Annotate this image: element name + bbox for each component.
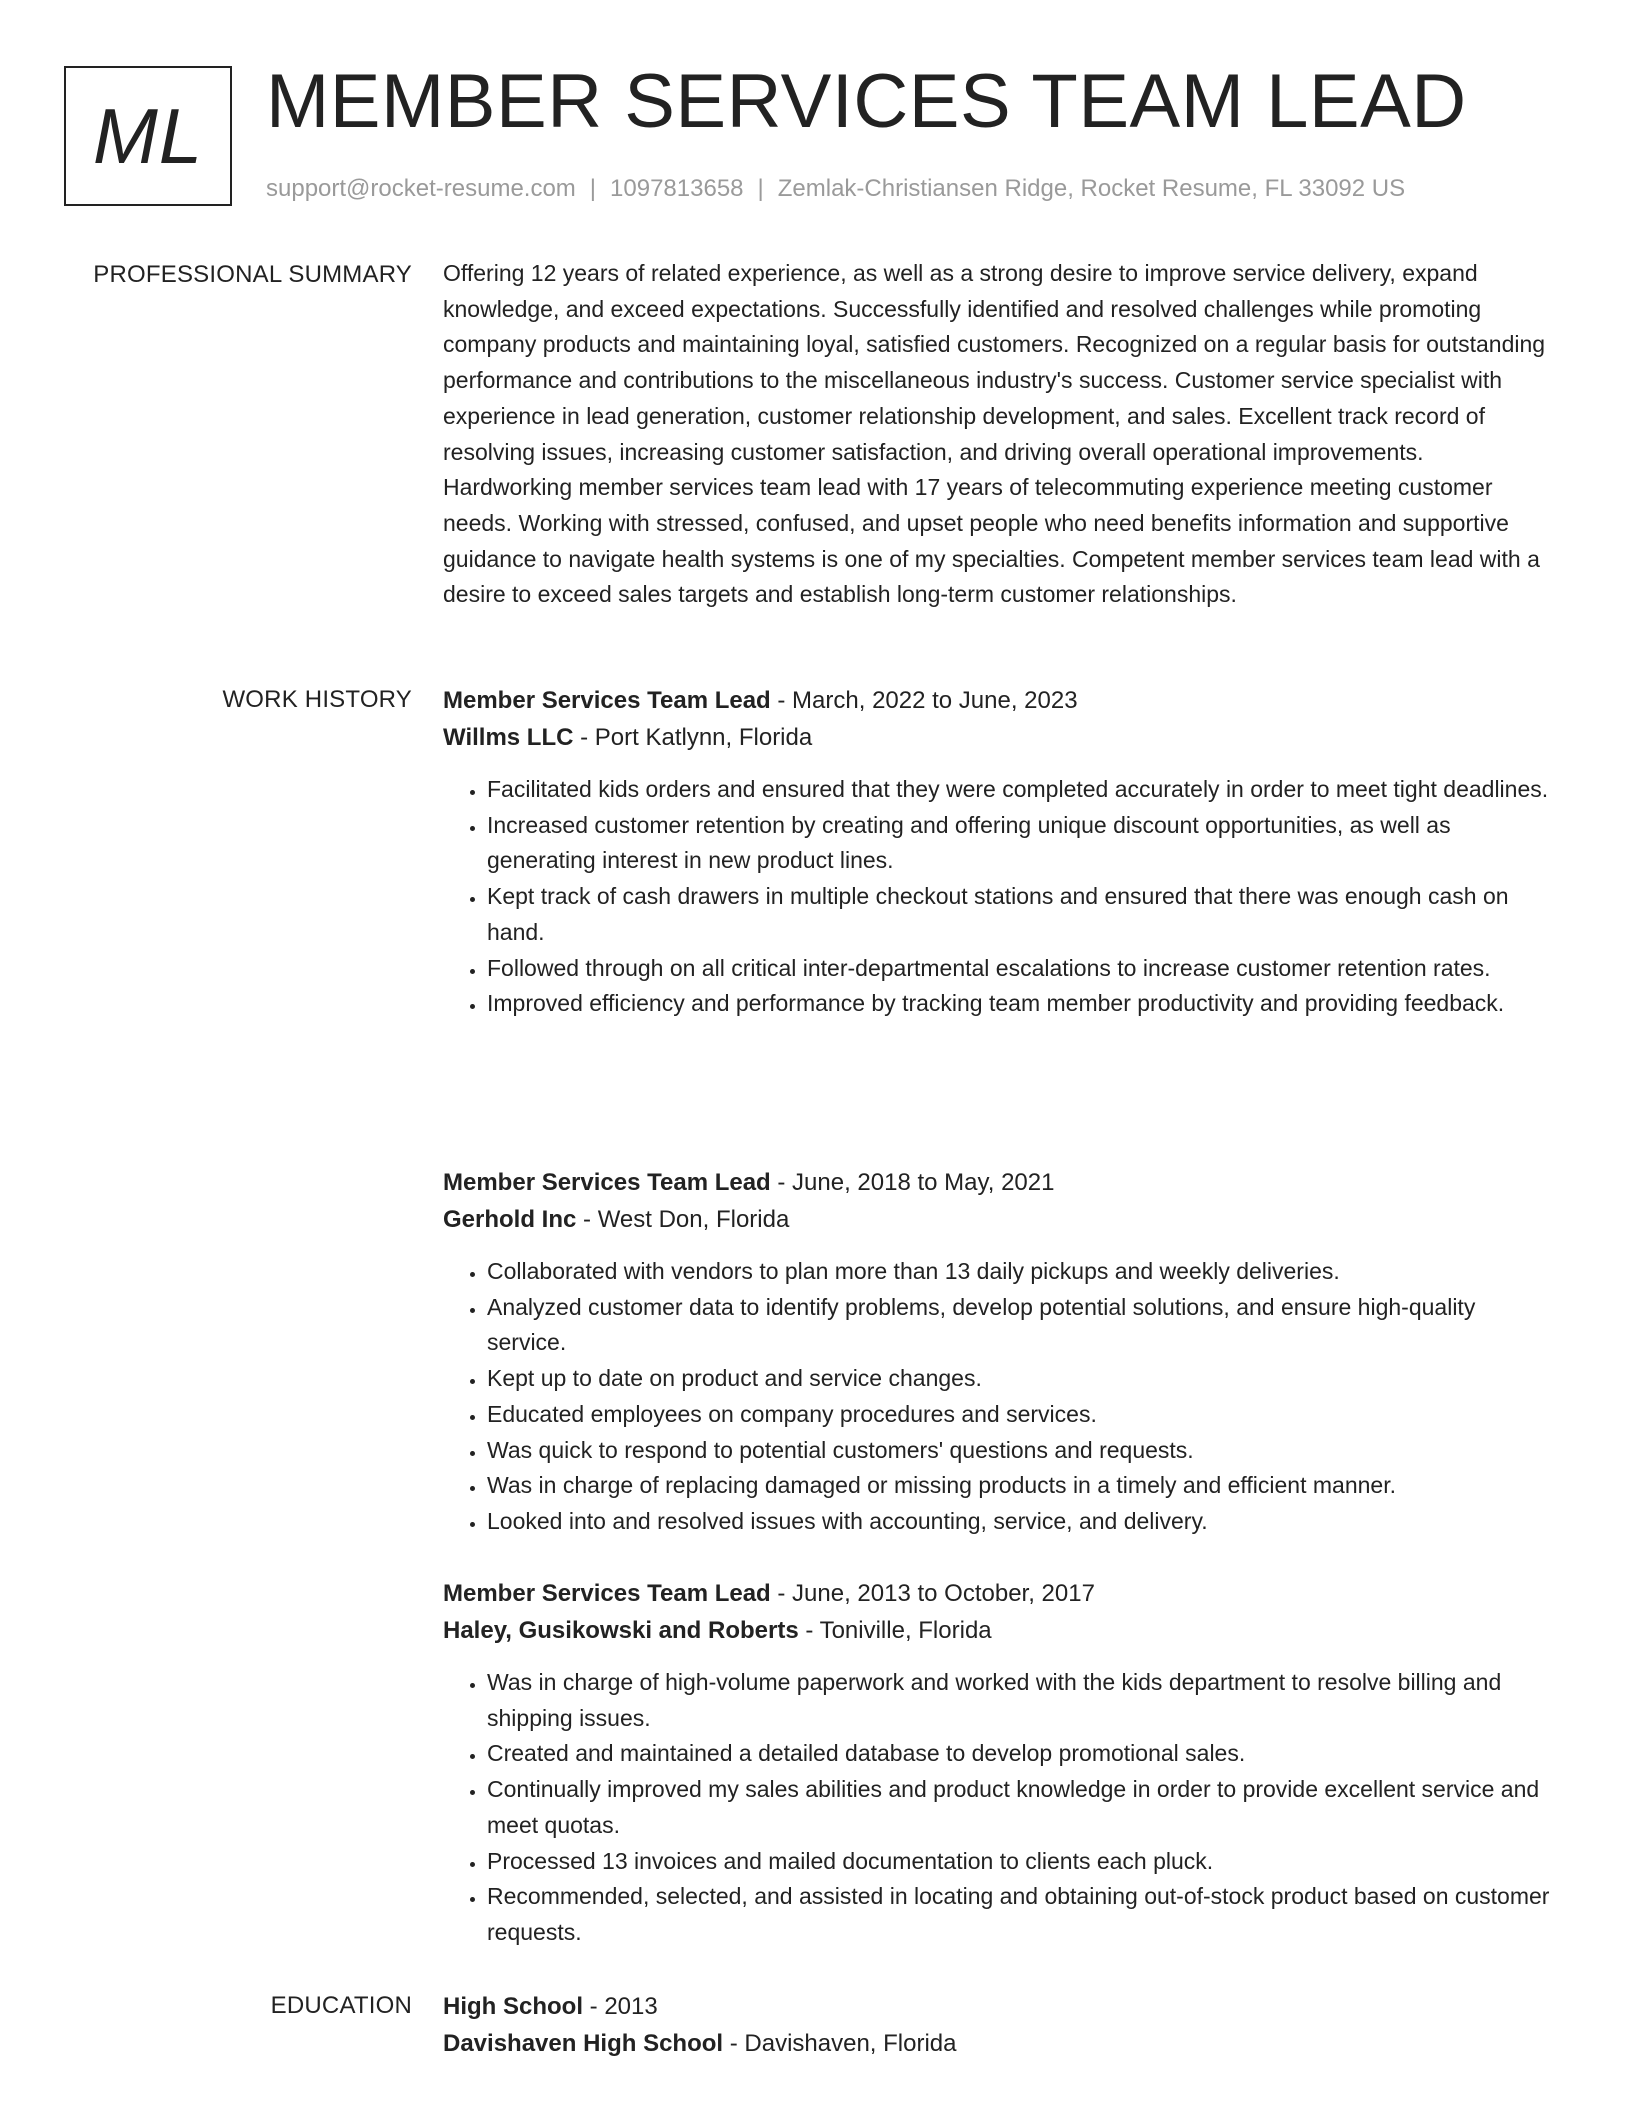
job-company-line: [443, 1612, 1553, 1649]
job-bullet: • Collaborated with vendors to plan more than 13 daily pickups and weekly deliveries.: [487, 1254, 1553, 1290]
job-bullet: • Educated employees on company procedures and services.: [487, 1397, 1553, 1433]
job-entry: [443, 682, 1553, 1022]
job-company-line: [443, 719, 1553, 756]
monogram-box: [64, 66, 232, 206]
job-title-line: [443, 1164, 1553, 1201]
job-dates: - June, 2013 to October, 2017: [770, 1580, 1095, 1607]
job-bullets: [443, 1254, 1553, 1540]
job-bullet: • Increased customer retention by creating and offering unique discount opportunities, as well as generating interest in new product lines.: [487, 808, 1553, 879]
contact-address: Zemlak-Christiansen Ridge, Rocket Resume, FL 33092 US: [777, 175, 1406, 202]
summary-text: Offering 12 years of related experience, as well as a strong desire to improve service delivery, expand knowledge, and exceed expectations. Successfully identified and resolved challenges while promoting company products and maintaining loyal, satisfied customers. Recognized on a regular basis for outstanding performance and contributions to the miscellaneous industry's success. Customer service specialist with experience in lead generation, customer relationship development, and sales. Excellent track record of resolving issues, increasing customer satisfaction, and driving overall operational improvements. Hardworking member services team lead with 17 years of telecommuting experience meeting customer needs. Working with stressed, confused, and upset people who need benefits information and supportive guidance to navigate health systems is one of my specialties. Competent member services team lead with a desire to exceed sales targets and establish long-term customer relationships.: [443, 260, 1546, 608]
job-bullet: • Analyzed customer data to identify problems, develop potential solutions, and ensure high-quality service.: [487, 1290, 1553, 1361]
job-location: - Port Katlynn, Florida: [573, 724, 813, 751]
job-company: Haley, Gusikowski and Roberts: [443, 1617, 799, 1644]
education-school: Davishaven High School: [443, 2030, 724, 2057]
job-bullet: • Facilitated kids orders and ensured that they were completed accurately in order to meet tight deadlines.: [487, 772, 1553, 808]
contact-separator: |: [589, 175, 597, 202]
contact-phone[interactable]: 1097813658: [610, 175, 744, 202]
job-bullet: • Followed through on all critical inter-departmental escalations to increase customer retention rates.: [487, 951, 1553, 987]
education-degree-line: [443, 1988, 1553, 2025]
contact-line: [266, 174, 1405, 204]
education-year: - 2013: [583, 1993, 658, 2020]
job-company-line: [443, 1201, 1553, 1238]
job-dates: - June, 2018 to May, 2021: [770, 1169, 1055, 1196]
job-bullet: • Looked into and resolved issues with accounting, service, and delivery.: [487, 1504, 1553, 1540]
job-bullet: • Was in charge of replacing damaged or missing products in a timely and efficient manner.: [487, 1468, 1553, 1504]
job-bullet: • Improved efficiency and performance by tracking team member productivity and providing feedback.: [487, 986, 1553, 1022]
page-title: MEMBER SERVICES TEAM LEAD: [266, 59, 1467, 144]
job-company: Gerhold Inc: [443, 1206, 577, 1233]
job-bullet: • Kept track of cash drawers in multiple checkout stations and ensured that there was enough cash on hand.: [487, 879, 1553, 950]
education-degree: High School: [443, 1993, 583, 2020]
job-title: Member Services Team Lead: [443, 687, 771, 714]
summary-body: [443, 256, 1553, 613]
job-location: - Toniville, Florida: [798, 1617, 992, 1644]
job-bullets: [443, 1665, 1553, 1951]
section-label-summary: PROFESSIONAL SUMMARY: [93, 261, 412, 288]
job-bullets: [443, 772, 1553, 1022]
job-company: Willms LLC: [443, 724, 574, 751]
job-dates: - March, 2022 to June, 2023: [770, 687, 1078, 714]
job-location: - West Don, Florida: [576, 1206, 790, 1233]
job-bullet: • Processed 13 invoices and mailed documentation to clients each pluck.: [487, 1844, 1553, 1880]
job-bullet: • Was quick to respond to potential customers' questions and requests.: [487, 1433, 1553, 1469]
job-title: Member Services Team Lead: [443, 1169, 771, 1196]
job-bullet: • Continually improved my sales abilities and product knowledge in order to provide excellent service and meet quotas.: [487, 1772, 1553, 1843]
section-label-work-history: WORK HISTORY: [222, 686, 412, 713]
monogram-initials: ML: [92, 91, 204, 180]
job-bullet: • Was in charge of high-volume paperwork and worked with the kids department to resolve billing and shipping issues.: [487, 1665, 1553, 1736]
contact-separator: |: [757, 175, 764, 202]
job-entry: [443, 1575, 1553, 1951]
job-bullet: • Created and maintained a detailed database to develop promotional sales.: [487, 1736, 1553, 1772]
education-location: - Davishaven, Florida: [723, 2030, 957, 2057]
job-title-line: [443, 1575, 1553, 1612]
job-bullet: • Kept up to date on product and service changes.: [487, 1361, 1553, 1397]
job-entry: [443, 1164, 1553, 1540]
job-title-line: [443, 682, 1553, 719]
job-bullet: • Recommended, selected, and assisted in locating and obtaining out-of-stock product based on customer requests.: [487, 1879, 1553, 1950]
contact-email[interactable]: support@rocket-resume.com: [266, 175, 576, 202]
job-title: Member Services Team Lead: [443, 1580, 771, 1607]
education-entry: [443, 1988, 1553, 2062]
education-school-line: [443, 2025, 1553, 2062]
section-label-education: EDUCATION: [270, 1992, 412, 2019]
